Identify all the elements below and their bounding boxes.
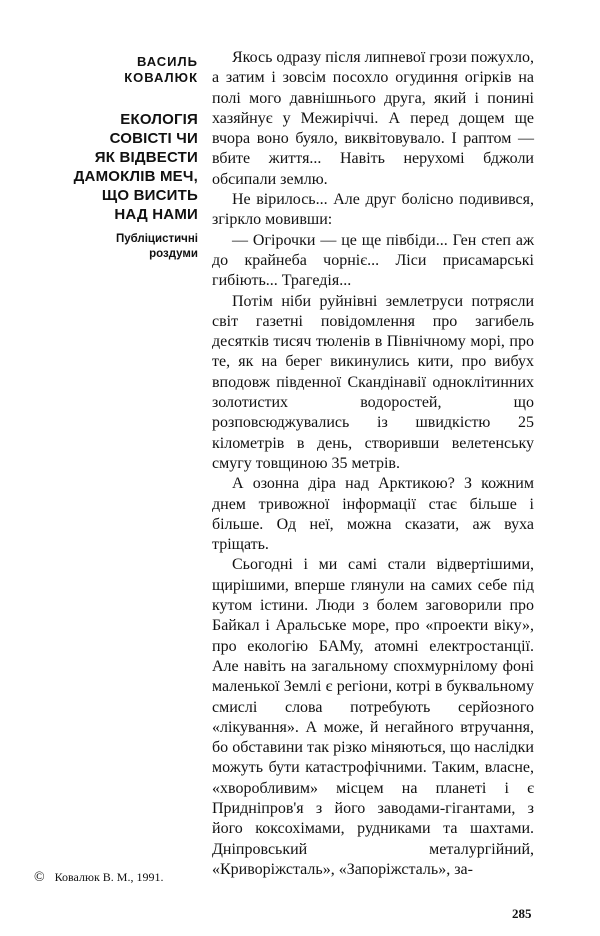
paragraph: Не вірилось... Але друг болісно подивився, згіркло мовивши:	[212, 191, 534, 229]
paragraph: Сьогодні і ми самі стали відвертішими, щирішими, вперше глянули на самих себе під кутом істини. Люди з болем заговорили про Байкал і Аральське море, про «проекти віку», про екологію БАМу, атомні електростанції. Але навіть на загальному спохмурнілому фоні маленької Землі є регіони, котрі в буквальному смислі слова потребують серйозного «лікування». А може, й негайного втручання, бо обставини так різко міняються, що наслідки можуть бути катастрофічними. Таким, власне, «хворобливим» місцем на планеті і є Придніпров'я з його заводами-гігантами, з його коксохімами, рудниками та шахтами. Дніпровський металургійний, «Криворіжсталь», «Запоріжсталь», за-	[212, 556, 534, 878]
paragraph: Потім ніби руйнівні землетруси потрясли світ газетні повідомлення про загибель десятків тисяч тюленів в Північному морі, про те, як на берег викинулись кити, про вибух вподовж південної Скандінавії одноклітинних золотистих водоростей, що розповсюджувались із швидкістю 25 кілометрів в день, створивши велетенську смугу товщиною 35 метрів.	[212, 292, 534, 472]
article-title	[58, 110, 198, 224]
author-last-name: КОВАЛЮК	[124, 70, 198, 85]
copyright-notice	[34, 869, 163, 886]
title-line: СОВІСТІ ЧИ	[109, 130, 198, 147]
dialog-paragraph: — Огірочки — це ще півбіди... Ген степ аж до крайнеба чорніє... Ліси присамарські гибіють... Трагедія...	[212, 231, 534, 290]
title-line: ДАМОКЛІВ МЕЧ,	[73, 168, 198, 185]
copyright-symbol: ©	[34, 870, 45, 885]
page-number: 285	[512, 906, 532, 921]
copyright-text: Ковалюк В. М., 1991.	[54, 870, 164, 884]
title-line: ЩО ВИСИТЬ	[101, 187, 198, 204]
title-line: ЯК ВІДВЕСТИ	[94, 149, 198, 166]
title-line: НАД НАМИ	[114, 206, 198, 223]
article-body	[212, 48, 534, 880]
genre-subtitle	[58, 232, 198, 262]
paragraph: А озонна діра над Арктикою? З кожним днем тривожної інформації стає більше і більше. Од неї, можна сказати, аж вуха тріщать.	[212, 475, 534, 554]
author-name	[58, 54, 198, 86]
author-first-name: ВАСИЛЬ	[136, 54, 198, 69]
title-line: ЕКОЛОГІЯ	[120, 111, 198, 128]
genre-line: Публіцистичні	[115, 233, 198, 245]
paragraph: Якось одразу після липневої грози пожухло, а затим і зовсім посохло огудиння огірків на полі мого давнішнього друга, який і понині хазяйнує у Межиріччі. А перед дощем ще вчора воно буяло, виквітовувало. І раптом — вбите життя... Навіть нерухомі бджоли обсипали землю.	[212, 49, 534, 188]
genre-line: роздуми	[149, 248, 198, 260]
